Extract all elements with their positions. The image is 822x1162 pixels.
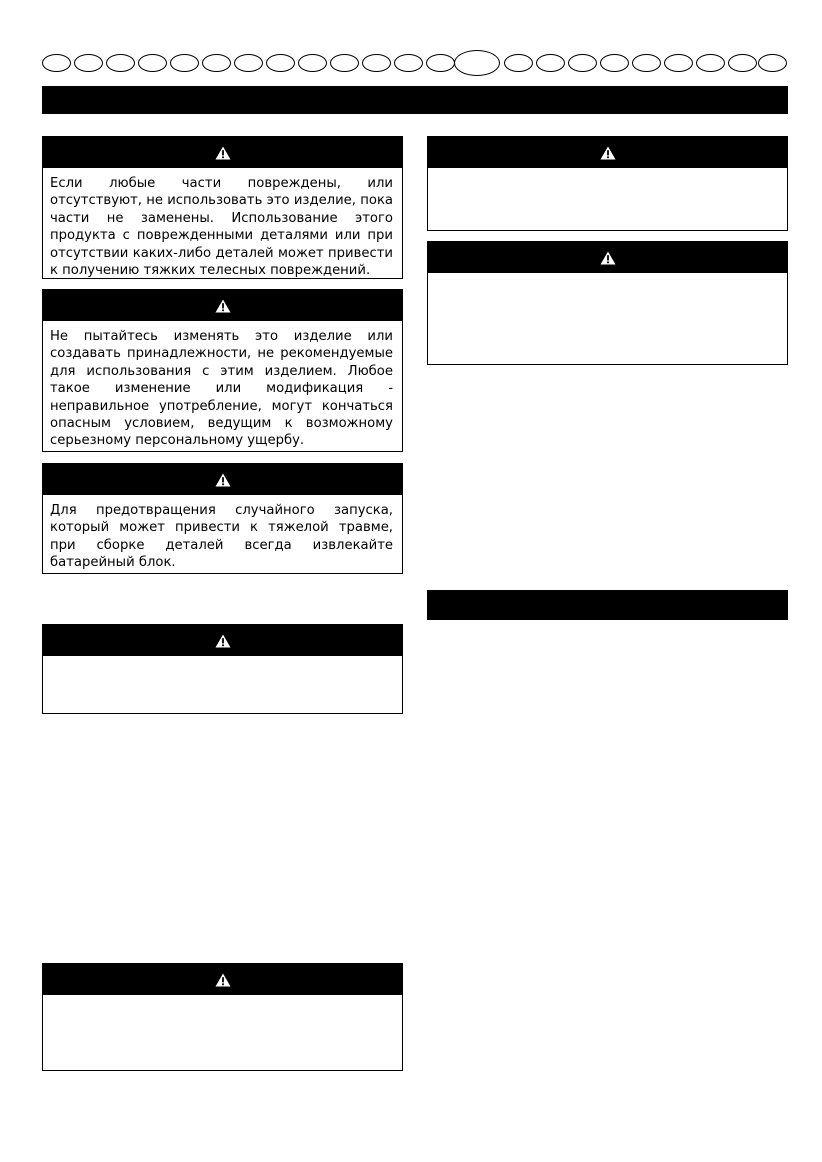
warning-box (42, 136, 403, 279)
warning-box (42, 963, 403, 1071)
language-tab[interactable] (202, 54, 231, 72)
warning-box (42, 289, 403, 452)
warning-header (43, 625, 402, 656)
warning-header (428, 137, 787, 168)
warning-header (43, 464, 402, 495)
language-tab[interactable] (568, 54, 597, 72)
warning-text: Если любые части повреждены, или отсутствуют, не использовать это изделие, пока части не заменены. Использование этого продукта с поврежденными деталями или при отсутствии каких-либо деталей может привести к получению тяжких телесных повреждений. (50, 176, 393, 279)
language-tab[interactable] (504, 54, 533, 72)
warning-text (428, 273, 787, 280)
language-tab[interactable] (42, 54, 71, 72)
language-tab[interactable] (664, 54, 693, 72)
section-header-bar (427, 590, 788, 620)
warning-triangle-icon (600, 251, 616, 265)
language-tab[interactable] (362, 54, 391, 72)
page-header-bar (42, 86, 788, 114)
warning-triangle-icon (215, 146, 231, 160)
language-tab[interactable] (330, 54, 359, 72)
warning-text: Для предотвращения случайного запуска, который может привести к тяжелой травме, при сборке деталей всегда извлекайте батарейный блок. (50, 503, 393, 571)
language-tab-active[interactable] (454, 50, 500, 76)
language-tab[interactable] (600, 54, 629, 72)
language-tab[interactable] (394, 54, 423, 72)
warning-header (43, 964, 402, 995)
language-tab[interactable] (138, 54, 167, 72)
language-tab[interactable] (170, 54, 199, 72)
warning-text (43, 656, 402, 663)
warning-header (43, 290, 402, 321)
language-tabs (42, 50, 788, 76)
warning-text (428, 168, 787, 175)
warning-text (43, 995, 402, 1002)
language-tab[interactable] (758, 54, 787, 72)
language-tab[interactable] (696, 54, 725, 72)
warning-box (427, 136, 788, 231)
language-tab[interactable] (298, 54, 327, 72)
language-tab[interactable] (426, 54, 455, 72)
warning-triangle-icon (600, 146, 616, 160)
warning-text: Не пытайтесь изменять это изделие или создавать принадлежности, не рекомендуемые для использования с этим изделием. Любое такое изменение или модификация - неправильное употребление, могут кончаться опасным условием, ведущим к возможному серьезному персональному ущербу. (50, 329, 393, 449)
warning-triangle-icon (215, 973, 231, 987)
warning-box (42, 463, 403, 574)
warning-header (428, 242, 787, 273)
warning-triangle-icon (215, 634, 231, 648)
language-tab[interactable] (106, 54, 135, 72)
warning-box (427, 241, 788, 365)
language-tab[interactable] (74, 54, 103, 72)
language-tab[interactable] (266, 54, 295, 72)
warning-box (42, 624, 403, 714)
language-tab[interactable] (234, 54, 263, 72)
warning-triangle-icon (215, 299, 231, 313)
language-tab[interactable] (632, 54, 661, 72)
warning-header (43, 137, 402, 168)
language-tab[interactable] (728, 54, 757, 72)
language-tab[interactable] (536, 54, 565, 72)
warning-triangle-icon (215, 473, 231, 487)
